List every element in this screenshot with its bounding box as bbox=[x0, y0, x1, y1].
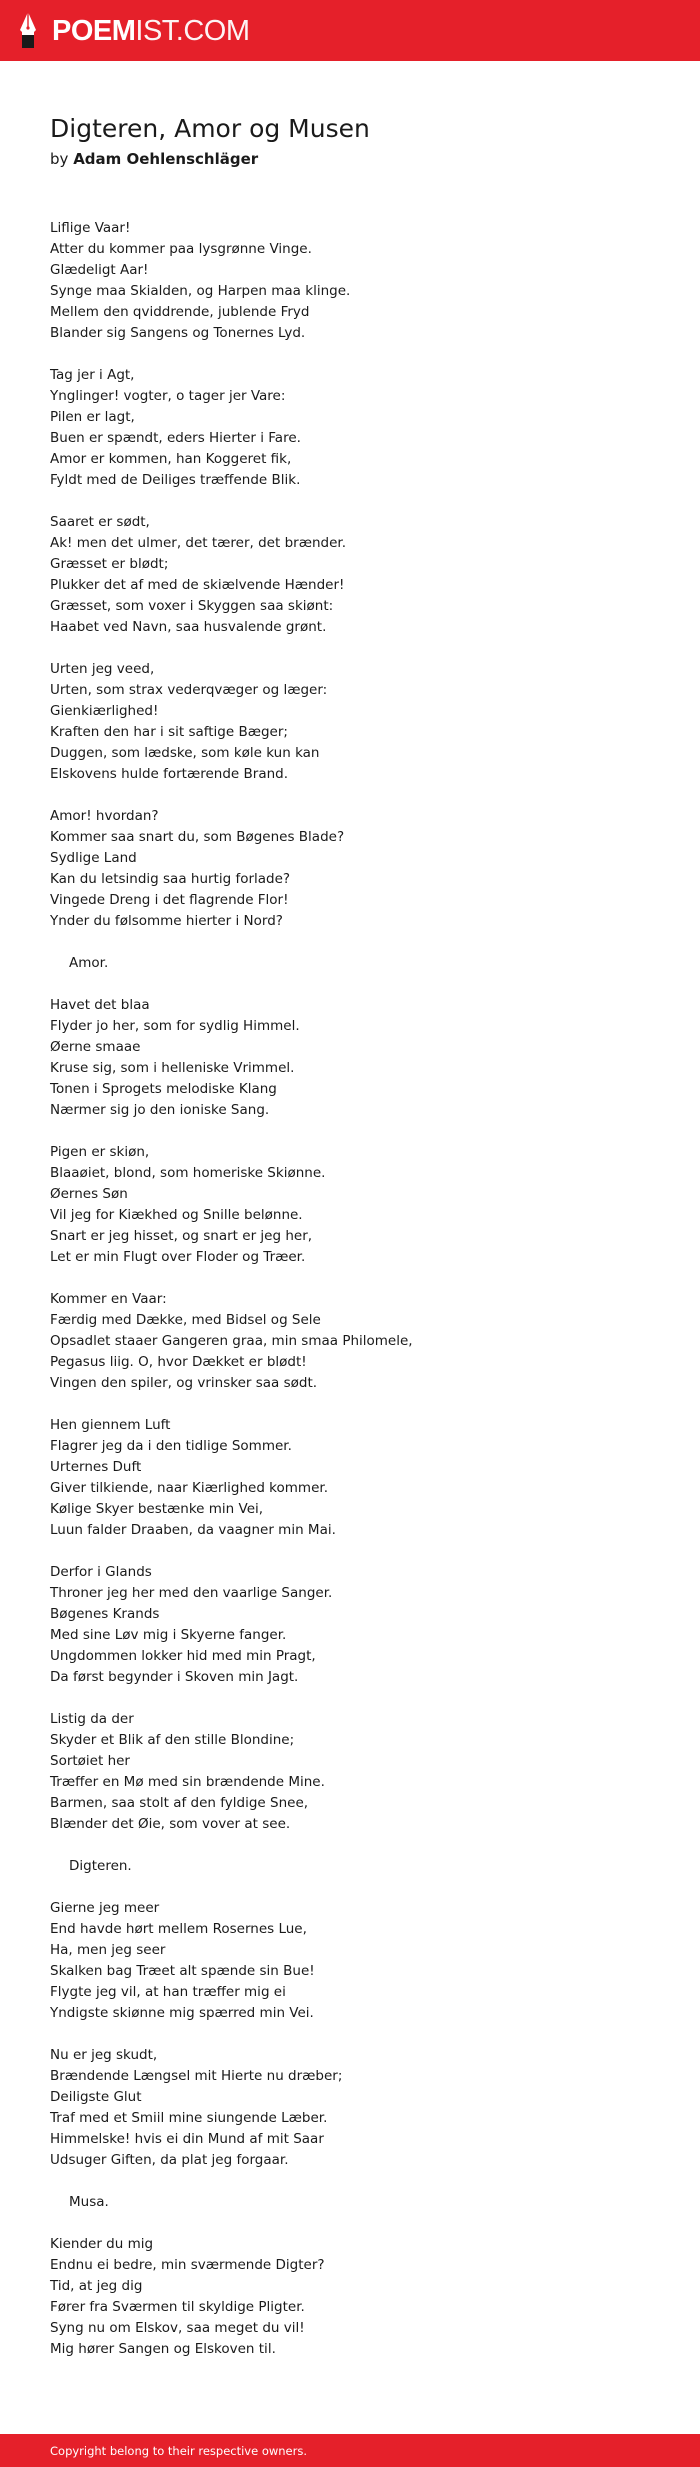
poem-line: Kommer saa snart du, som Bøgenes Blade? bbox=[50, 829, 345, 845]
poem-line: Himmelske! hvis ei din Mund af mit Saar bbox=[50, 2131, 324, 2147]
top-bar bbox=[0, 0, 700, 61]
poem-line: Flyder jo her, som for sydlig Himmel. bbox=[50, 1018, 300, 1034]
poem-line: Øernes Søn bbox=[50, 1186, 128, 1202]
poem-line: Deiligste Glut bbox=[50, 2089, 142, 2105]
stanza bbox=[50, 218, 670, 344]
poem-line: Blander sig Sangens og Tonernes Lyd. bbox=[50, 325, 306, 341]
poem-line: Amor! hvordan? bbox=[50, 808, 159, 824]
poem-line: Snart er jeg hisset, og snart er jeg her, bbox=[50, 1228, 313, 1244]
poem-line: Da først begynder i Skoven min Jagt. bbox=[50, 1669, 299, 1685]
stanza bbox=[50, 1709, 670, 1835]
stanza bbox=[50, 1142, 670, 1268]
speaker-heading: Musa. bbox=[69, 2194, 109, 2210]
poem-line: Træffer en Mø med sin brændende Mine. bbox=[50, 1774, 325, 1790]
poem-line: Tonen i Sprogets melodiske Klang bbox=[50, 1081, 277, 1097]
stanza bbox=[50, 806, 670, 932]
poem-line: End havde hørt mellem Rosernes Lue, bbox=[50, 1921, 307, 1937]
poem-line: Mellem den qviddrende, jublende Fryd bbox=[50, 304, 310, 320]
poem-line: Flagrer jeg da i den tidlige Sommer. bbox=[50, 1438, 292, 1454]
poem-line: Syng nu om Elskov, saa meget du vil! bbox=[50, 2320, 305, 2336]
poem-line: Vingen den spiler, og vrinsker saa sødt. bbox=[50, 1375, 318, 1391]
stanza bbox=[50, 1562, 670, 1688]
poem-line: Sortøiet her bbox=[50, 1753, 130, 1769]
poem-line: Mig hører Sangen og Elskoven til. bbox=[50, 2341, 276, 2357]
poem-line: Fyldt med de Deiliges træffende Blik. bbox=[50, 472, 301, 488]
poem-body bbox=[50, 218, 670, 2381]
poem-line: Saaret er sødt, bbox=[50, 514, 150, 530]
poem-line: Skalken bag Træet alt spænde sin Bue! bbox=[50, 1963, 315, 1979]
poem-line: Brændende Længsel mit Hierte nu dræber; bbox=[50, 2068, 343, 2084]
poem-line: Giver tilkiende, naar Kiærlighed kommer. bbox=[50, 1480, 328, 1496]
stanza bbox=[50, 365, 670, 491]
stanza bbox=[50, 1289, 670, 1394]
poem-line: Flygte jeg vil, at han træffer mig ei bbox=[50, 1984, 286, 2000]
stanza bbox=[50, 2045, 670, 2171]
stanza bbox=[50, 995, 670, 1121]
speaker-heading: Amor. bbox=[69, 955, 109, 971]
poem-line: Let er min Flugt over Floder og Træer. bbox=[50, 1249, 306, 1265]
poem-line: Kommer en Vaar: bbox=[50, 1291, 167, 1307]
poem-line: Øerne smaae bbox=[50, 1039, 141, 1055]
poem-line: Gierne jeg meer bbox=[50, 1900, 160, 1916]
copyright-text: Copyright belong to their respective owners. bbox=[50, 2444, 308, 2458]
byline bbox=[50, 148, 258, 170]
poem-line: Blænder det Øie, som vover at see. bbox=[50, 1816, 291, 1832]
author-name[interactable]: Adam Oehlenschläger bbox=[73, 150, 259, 168]
poem-line: Hen giennem Luft bbox=[50, 1417, 171, 1433]
speaker-heading: Digteren. bbox=[69, 1858, 132, 1874]
poem-line: Havet det blaa bbox=[50, 997, 150, 1013]
poem-line: Ha, men jeg seer bbox=[50, 1942, 166, 1958]
poem-line: Græsset er blødt; bbox=[50, 556, 169, 572]
poem-line: Haabet ved Navn, saa husvalende grønt. bbox=[50, 619, 327, 635]
poem-line: Plukker det af med de skiælvende Hænder! bbox=[50, 577, 345, 593]
poem-line: Kan du letsindig saa hurtig forlade? bbox=[50, 871, 291, 887]
poem-line: Duggen, som lædske, som køle kun kan bbox=[50, 745, 320, 761]
poem-line: Ak! men det ulmer, det tærer, det brænder. bbox=[50, 535, 346, 551]
stanza bbox=[50, 1415, 670, 1541]
poem-line: Græsset, som voxer i Skyggen saa skiønt: bbox=[50, 598, 334, 614]
poem-line: Pigen er skiøn, bbox=[50, 1144, 150, 1160]
poem-line: Kiender du mig bbox=[50, 2236, 154, 2252]
poem-line: Nu er jeg skudt, bbox=[50, 2047, 158, 2063]
poem-line: Pilen er lagt, bbox=[50, 409, 135, 425]
poem-line: Amor er kommen, han Koggeret fik, bbox=[50, 451, 292, 467]
poem-line: Vil jeg for Kiækhed og Snille belønne. bbox=[50, 1207, 303, 1223]
poem-line: Listig da der bbox=[50, 1711, 134, 1727]
poem-line: Urternes Duft bbox=[50, 1459, 142, 1475]
poem-line: Kølige Skyer bestænke min Vei, bbox=[50, 1501, 264, 1517]
poem-line: Tid, at jeg dig bbox=[50, 2278, 143, 2294]
poem-line: Fører fra Sværmen til skyldige Pligter. bbox=[50, 2299, 305, 2315]
poem-line: Luun falder Draaben, da vaagner min Mai. bbox=[50, 1522, 336, 1538]
poem-line: Ynder du følsomme hierter i Nord? bbox=[50, 913, 283, 929]
poem-line: Urten jeg veed, bbox=[50, 661, 155, 677]
poem-line: Udsuger Giften, da plat jeg forgaar. bbox=[50, 2152, 289, 2168]
stanza bbox=[50, 1898, 670, 2024]
poem-line: Gienkiærlighed! bbox=[50, 703, 159, 719]
poem-line: Urten, som strax vederqvæger og læger: bbox=[50, 682, 328, 698]
poem-line: Yndigste skiønne mig spærred min Vei. bbox=[50, 2005, 314, 2021]
stanza bbox=[50, 659, 670, 785]
poem-line: Traf med et Smiil mine siungende Læber. bbox=[50, 2110, 328, 2126]
poem-line: Liflige Vaar! bbox=[50, 220, 131, 236]
poem-line: Med sine Løv mig i Skyerne fanger. bbox=[50, 1627, 287, 1643]
stanza bbox=[50, 2234, 670, 2360]
poem-line: Endnu ei bedre, min sværmende Digter? bbox=[50, 2257, 325, 2273]
poem-line: Ynglinger! vogter, o tager jer Vare: bbox=[50, 388, 286, 404]
poem-line: Synge maa Skialden, og Harpen maa klinge. bbox=[50, 283, 351, 299]
poem-line: Buen er spændt, eders Hierter i Fare. bbox=[50, 430, 301, 446]
poem-line: Kruse sig, som i helleniske Vrimmel. bbox=[50, 1060, 295, 1076]
poem-line: Glædeligt Aar! bbox=[50, 262, 149, 278]
poem-title: Digteren, Amor og Musen bbox=[50, 114, 370, 143]
poem-line: Elskovens hulde fortærende Brand. bbox=[50, 766, 289, 782]
poem-line: Ungdommen lokker hid med min Pragt, bbox=[50, 1648, 316, 1664]
poem-line: Skyder et Blik af den stille Blondine; bbox=[50, 1732, 295, 1748]
poem-line: Kraften den har i sit saftige Bæger; bbox=[50, 724, 288, 740]
site-logo[interactable] bbox=[16, 11, 250, 51]
poem-line: Bøgenes Krands bbox=[50, 1606, 160, 1622]
poem-line: Pegasus liig. O, hvor Dækket er blødt! bbox=[50, 1354, 307, 1370]
poem-line: Blaaøiet, blond, som homeriske Skiønne. bbox=[50, 1165, 326, 1181]
logo-bold-text: POEM bbox=[52, 15, 136, 47]
poem-line: Sydlige Land bbox=[50, 850, 137, 866]
poem-line: Tag jer i Agt, bbox=[50, 367, 135, 383]
poem-line: Nærmer sig jo den ioniske Sang. bbox=[50, 1102, 270, 1118]
by-label: by bbox=[50, 150, 69, 168]
poem-line: Færdig med Dække, med Bidsel og Sele bbox=[50, 1312, 321, 1328]
logo-light-text: IST.COM bbox=[135, 15, 250, 47]
poem-line: Derfor i Glands bbox=[50, 1564, 152, 1580]
site-logo-text bbox=[52, 11, 250, 51]
poem-line: Vingede Dreng i det flagrende Flor! bbox=[50, 892, 289, 908]
footer-bar bbox=[0, 2434, 700, 2467]
poem-line: Opsadlet staaer Gangeren graa, min smaa Philomele, bbox=[50, 1333, 413, 1349]
poem-line: Barmen, saa stolt af den fyldige Snee, bbox=[50, 1795, 309, 1811]
stanza bbox=[50, 512, 670, 638]
pen-nib-icon bbox=[16, 11, 40, 51]
poem-line: Atter du kommer paa lysgrønne Vinge. bbox=[50, 241, 312, 257]
poem-line: Throner jeg her med den vaarlige Sanger. bbox=[50, 1585, 333, 1601]
